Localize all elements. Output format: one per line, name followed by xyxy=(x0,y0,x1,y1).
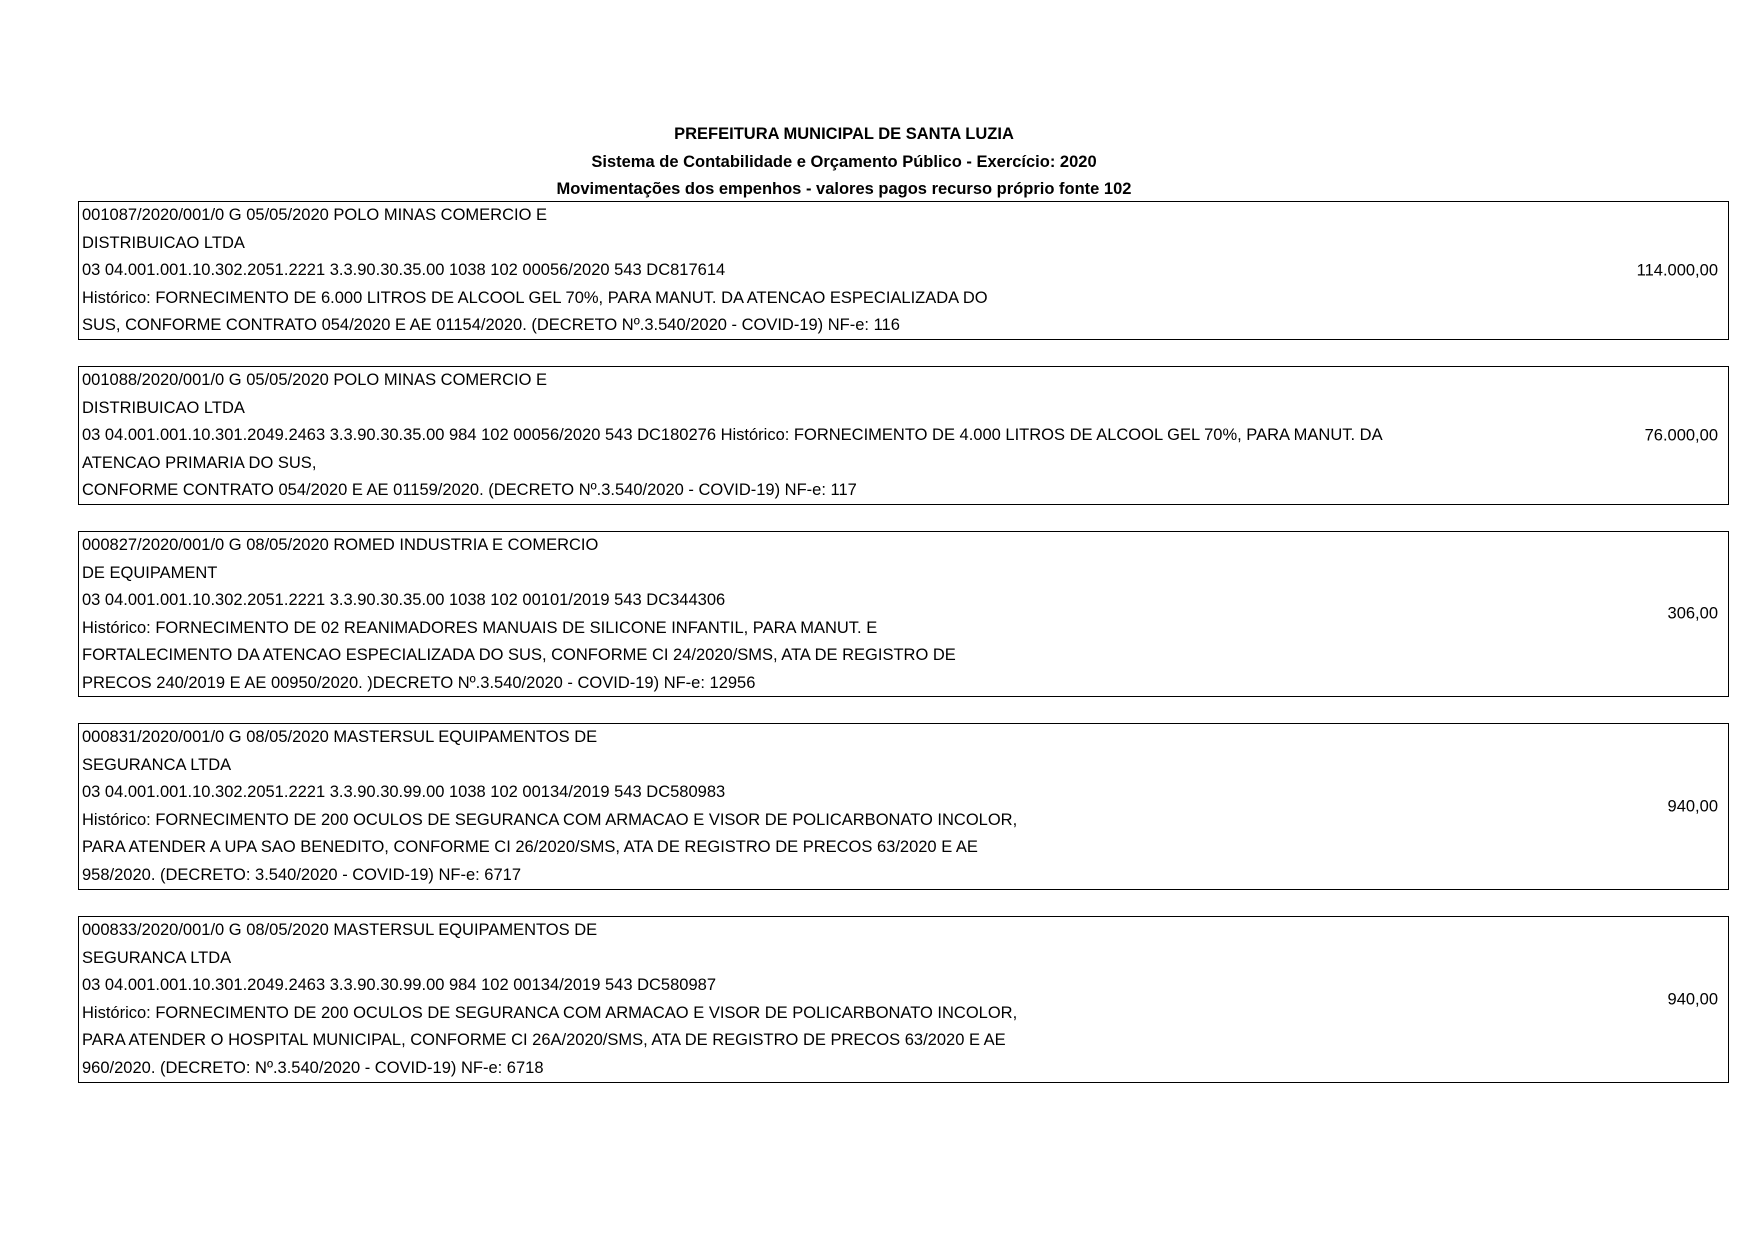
commitment-entry xyxy=(78,531,1729,697)
entry-amount: 114.000,00 xyxy=(1636,261,1718,279)
entry-line: 03 04.001.001.10.302.2051.2221 3.3.90.30.35.00 1038 102 00056/2020 543 DC817614 xyxy=(82,261,726,279)
commitment-entry xyxy=(78,916,1729,1083)
entry-line: 03 04.001.001.10.301.2049.2463 3.3.90.30.35.00 984 102 00056/2020 543 DC180276 Histórico: FORNECIMENTO DE 4.000 LITROS DE ALCOOL GEL 70%, PARA MANUT. DA xyxy=(82,426,1383,444)
entry-line: DISTRIBUICAO LTDA xyxy=(82,398,245,417)
entry-line: 000833/2020/001/0 G 08/05/2020 MASTERSUL EQUIPAMENTOS DE xyxy=(82,921,598,939)
entry-line: Histórico: FORNECIMENTO DE 200 OCULOS DE SEGURANCA COM ARMACAO E VISOR DE POLICARBONATO INCOLOR, xyxy=(82,1003,1018,1022)
entry-description xyxy=(79,367,1642,505)
entry-line: 03 04.001.001.10.302.2051.2221 3.3.90.30.99.00 1038 102 00134/2019 543 DC580983 xyxy=(82,783,726,801)
entry-line: SUS, CONFORME CONTRATO 054/2020 E AE 01154/2020. (DECRETO Nº.3.540/2020 - COVID-19) NF-e: 116 xyxy=(82,316,900,334)
entry-line: 001087/2020/001/0 G 05/05/2020 POLO MINAS COMERCIO E xyxy=(82,206,548,224)
entry-description xyxy=(79,532,1642,697)
entry-line: Histórico: FORNECIMENTO DE 6.000 LITROS DE ALCOOL GEL 70%, PARA MANUT. DA ATENCAO ESPECIALIZADA DO xyxy=(82,288,988,307)
commitment-entry xyxy=(78,201,1729,340)
system-subtitle: Sistema de Contabilidade e Orçamento Público - Exercício: 2020 xyxy=(591,152,1097,171)
entry-amount: 306,00 xyxy=(1667,604,1718,623)
entry-line: 960/2020. (DECRETO: Nº.3.540/2020 - COVID-19) NF-e: 6718 xyxy=(82,1058,544,1077)
commitment-entry xyxy=(78,366,1729,505)
entry-line: 000827/2020/001/0 G 08/05/2020 ROMED INDUSTRIA E COMERCIO xyxy=(82,536,599,554)
entry-amount: 76.000,00 xyxy=(1644,426,1718,444)
entry-line: SEGURANCA LTDA xyxy=(82,755,232,774)
entry-line: 958/2020. (DECRETO: 3.540/2020 - COVID-19) NF-e: 6717 xyxy=(82,865,521,884)
entry-amount: 940,00 xyxy=(1667,797,1718,815)
entry-line: DE EQUIPAMENT xyxy=(82,563,218,582)
entry-line: 001088/2020/001/0 G 05/05/2020 POLO MINAS COMERCIO E xyxy=(82,371,548,389)
entry-line: 03 04.001.001.10.301.2049.2463 3.3.90.30.99.00 984 102 00134/2019 543 DC580987 xyxy=(82,976,716,994)
entry-line: DISTRIBUICAO LTDA xyxy=(82,233,245,252)
document-header xyxy=(0,121,1688,204)
entry-line: Histórico: FORNECIMENTO DE 02 REANIMADORES MANUAIS DE SILICONE INFANTIL, PARA MANUT. E xyxy=(82,618,878,637)
entry-line: ATENCAO PRIMARIA DO SUS, xyxy=(82,453,317,472)
entry-line: PARA ATENDER O HOSPITAL MUNICIPAL, CONFORME CI 26A/2020/SMS, ATA DE REGISTRO DE PRECOS 63/2020 E AE xyxy=(82,1031,1006,1049)
entry-description xyxy=(79,724,1642,889)
municipality-title: PREFEITURA MUNICIPAL DE SANTA LUZIA xyxy=(674,125,1014,143)
entry-line: 000831/2020/001/0 G 08/05/2020 MASTERSUL EQUIPAMENTOS DE xyxy=(82,728,598,746)
entry-line: CONFORME CONTRATO 054/2020 E AE 01159/2020. (DECRETO Nº.3.540/2020 - COVID-19) NF-e: 117 xyxy=(82,481,857,499)
report-title: Movimentações dos empenhos - valores pagos recurso próprio fonte 102 xyxy=(556,180,1132,198)
entry-line: PRECOS 240/2019 E AE 00950/2020. )DECRETO Nº.3.540/2020 - COVID-19) NF-e: 12956 xyxy=(82,673,756,692)
entry-line: Histórico: FORNECIMENTO DE 200 OCULOS DE SEGURANCA COM ARMACAO E VISOR DE POLICARBONATO INCOLOR, xyxy=(82,810,1018,829)
entry-line: SEGURANCA LTDA xyxy=(82,948,232,967)
entry-line: PARA ATENDER A UPA SAO BENEDITO, CONFORME CI 26/2020/SMS, ATA DE REGISTRO DE PRECOS 63/2020 E AE xyxy=(82,838,978,856)
entry-description xyxy=(79,202,1642,340)
commitment-entry xyxy=(78,723,1729,890)
entry-description xyxy=(79,917,1642,1082)
entry-line: FORTALECIMENTO DA ATENCAO ESPECIALIZADA DO SUS, CONFORME CI 24/2020/SMS, ATA DE REGISTRO DE xyxy=(82,646,956,664)
entry-amount: 940,00 xyxy=(1667,990,1718,1008)
entry-line: 03 04.001.001.10.302.2051.2221 3.3.90.30.35.00 1038 102 00101/2019 543 DC344306 xyxy=(82,591,726,609)
